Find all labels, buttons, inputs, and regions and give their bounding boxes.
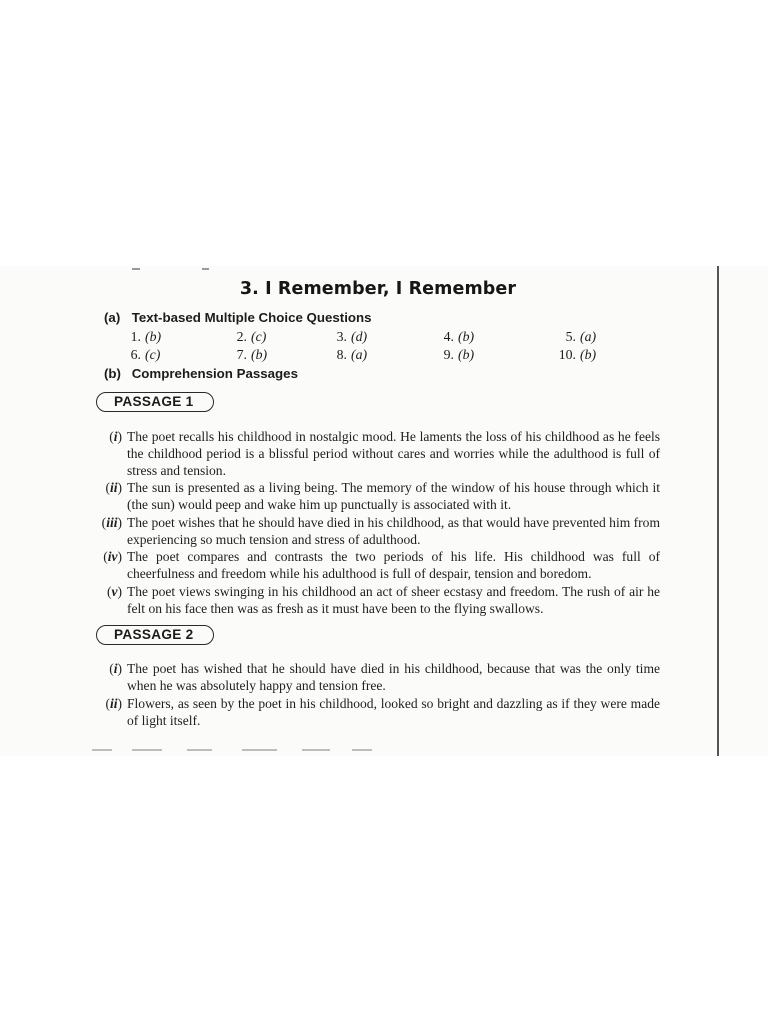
mcq-number: 5. [565,329,576,344]
answer-number: (i) [109,429,122,444]
answer-number: (ii) [105,696,122,711]
mcq-number: 8. [336,347,347,362]
mcq-choice: (d) [351,329,368,344]
mcq-answer [324,347,367,363]
mcq-number: 4. [443,329,454,344]
passage-2-tag: PASSAGE 2 [96,625,214,645]
mcq-answer [553,329,596,345]
section-b-title: Comprehension Passages [131,366,298,381]
answer-number: (v) [106,584,122,599]
answer-text: The poet compares and contrasts the two periods of his life. His childhood was full of cheerfulness and freedom while his adulthood is full of despair, tension and boredom. [127,549,660,582]
mcq-choice: (b) [251,347,268,362]
section-b-heading [104,366,298,381]
passage-2-answer [94,660,660,694]
mcq-number: 7. [236,347,247,362]
mcq-number: 9. [443,347,454,362]
mcq-choice: (a) [580,329,597,344]
section-b-label: (b) [104,366,121,381]
answer-text: The poet views swinging in his childhood an act of sheer ecstasy and freedom. The rush of air he felt on his face then was as fresh as it must have been to the flying swallows. [127,584,660,617]
answer-text: Flowers, as seen by the poet in his childhood, looked so bright and dazzling as if they were made of light itself. [127,696,660,729]
mcq-answer [431,329,474,345]
answer-number: (iv) [103,549,122,564]
answer-text: The sun is presented as a living being. The memory of the window of his house through which it (the sun) would peep and wake him up punctually is associated with it. [127,480,660,513]
mcq-answer [431,347,474,363]
passage-1-tag: PASSAGE 1 [96,392,214,412]
mcq-answer [224,329,266,345]
mcq-choice: (b) [458,347,475,362]
mcq-choice: (b) [580,347,597,362]
passage-1-answer [94,514,660,548]
mcq-answer [324,329,367,345]
answer-number: (iii) [101,515,122,530]
answer-text: The poet recalls his childhood in nostalgic mood. He laments the loss of his childhood as he feels the childhood period is a blissful period without cares and worries while the adulthood is full of stress and tension. [127,429,660,479]
section-a-label: (a) [104,310,121,325]
mcq-number: 1. [130,329,141,344]
mcq-answer [224,347,267,363]
mcq-choice: (a) [351,347,368,362]
mcq-number: 10. [558,347,576,362]
section-a-heading [104,310,372,325]
mcq-choice: (c) [251,329,267,344]
mcq-answer [118,329,161,345]
passage-2-answer [94,695,660,729]
chapter-title: 3. I Remember, I Remember [239,279,517,299]
answer-text: The poet has wished that he should have died in his childhood, because that was the only time when he was absolutely happy and tension free. [127,661,660,694]
mcq-number: 6. [130,347,141,362]
mcq-number: 2. [236,329,247,344]
cut-off-text-marks [92,749,392,752]
passage-1-answer [94,583,660,617]
mcq-choice: (c) [145,347,161,362]
passage-1-answer [94,548,660,582]
section-a-title: Text-based Multiple Choice Questions [131,310,372,325]
mcq-number: 3. [336,329,347,344]
answer-number: (ii) [105,480,122,495]
mcq-choice: (b) [145,329,162,344]
answer-text: The poet wishes that he should have died in his childhood, as that would have prevented him from experiencing so much tension and stress of adulthood. [127,515,660,548]
mcq-answer [118,347,160,363]
mcq-answer [549,347,596,363]
mcq-choice: (b) [458,329,475,344]
passage-1-answer [94,428,660,480]
answer-number: (i) [109,661,122,676]
passage-1-answer [94,479,660,513]
